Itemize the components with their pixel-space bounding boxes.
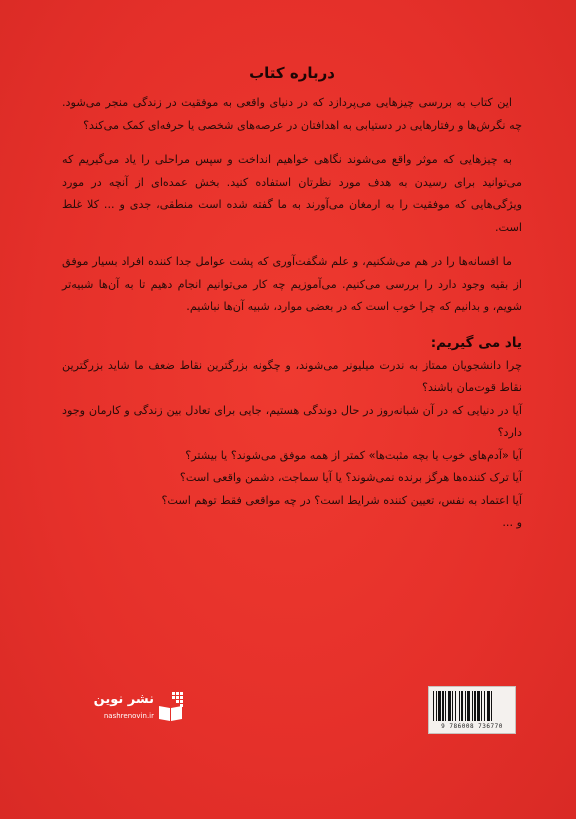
about-title: درباره کتاب bbox=[249, 64, 335, 82]
barcode-bars bbox=[433, 691, 511, 721]
publisher-logo bbox=[74, 690, 184, 732]
about-paragraph-2: به چیزهایی که موثر واقع می‌شوند نگاهی خواهیم انداخت و سپس مراحلی را یاد می‌گیریم که می‌توانید برای رسیدن به هدف مورد نظرتان استفاده کنید. بخش عمده‌ای از آنچه در مورد ویژگی‌هایی که موفقیت را به ارمغان می‌آورند به ما گفته شده است منطقی، جدی و ... کلا غلط است. bbox=[62, 153, 522, 234]
learn-title: یاد می گیریم: bbox=[430, 334, 522, 351]
publisher-name: نشر نوین bbox=[93, 692, 154, 707]
learn-question-6: و ... bbox=[502, 516, 522, 529]
about-paragraph-3: ما افسانه‌ها را در هم می‌شکنیم، و علم شگفت‌آوری که پشت عوامل جدا کننده افراد بسیار موفق از بقیه وجود دارد را بررسی می‌کنیم. می‌آموزیم چه کار می‌توانیم انجام دهیم تا به آن‌ها شبیه‌تر شویم، و بدانیم که چرا خوب است که در بعضی موارد، شبیه آن‌ها نباشیم. bbox=[62, 255, 522, 313]
learn-question-3: آیا «آدم‌های خوب یا بچه مثبت‌ها» کمتر از همه موفق می‌شوند؟ یا بیشتر؟ bbox=[185, 448, 522, 462]
learn-question-1: چرا دانشجویان ممتاز به ندرت میلیونر می‌شوند، و چگونه بزرگترین نقاط ضعف ما شاید بزرگترین نقاط قوت‌مان باشند؟ bbox=[62, 358, 522, 394]
learn-question-4: آیا ترک کننده‌ها هرگز برنده نمی‌شوند؟ یا آیا سماجت، دشمن واقعی است؟ bbox=[179, 471, 522, 484]
about-paragraph-1: این کتاب به بررسی چیزهایی می‌پردازد که در دنیای واقعی به موفقیت در زندگی منجر می‌شود. چه نگرش‌ها و رفتارهایی در دستیابی به اهدافتان در عرصه‌های شخصی یا حرفه‌ای کمک می‌کند؟ bbox=[62, 96, 522, 132]
learn-question-5: آیا اعتماد به نفس، تعیین کننده شرایط است؟ در چه مواقعی فقط توهم است؟ bbox=[161, 493, 522, 507]
books-grid-icon bbox=[158, 692, 184, 722]
learn-question-2: آیا در دنیایی که در آن شبانه‌روز در حال دوندگی هستیم، جایی برای تعادل بین زندگی و کارمان وجود دارد؟ bbox=[62, 403, 522, 439]
about-section bbox=[62, 64, 522, 535]
isbn-barcode bbox=[428, 686, 516, 734]
publisher-url: nashrenovin.ir bbox=[103, 712, 154, 720]
barcode-number: 9 786008 736770 bbox=[441, 723, 503, 730]
